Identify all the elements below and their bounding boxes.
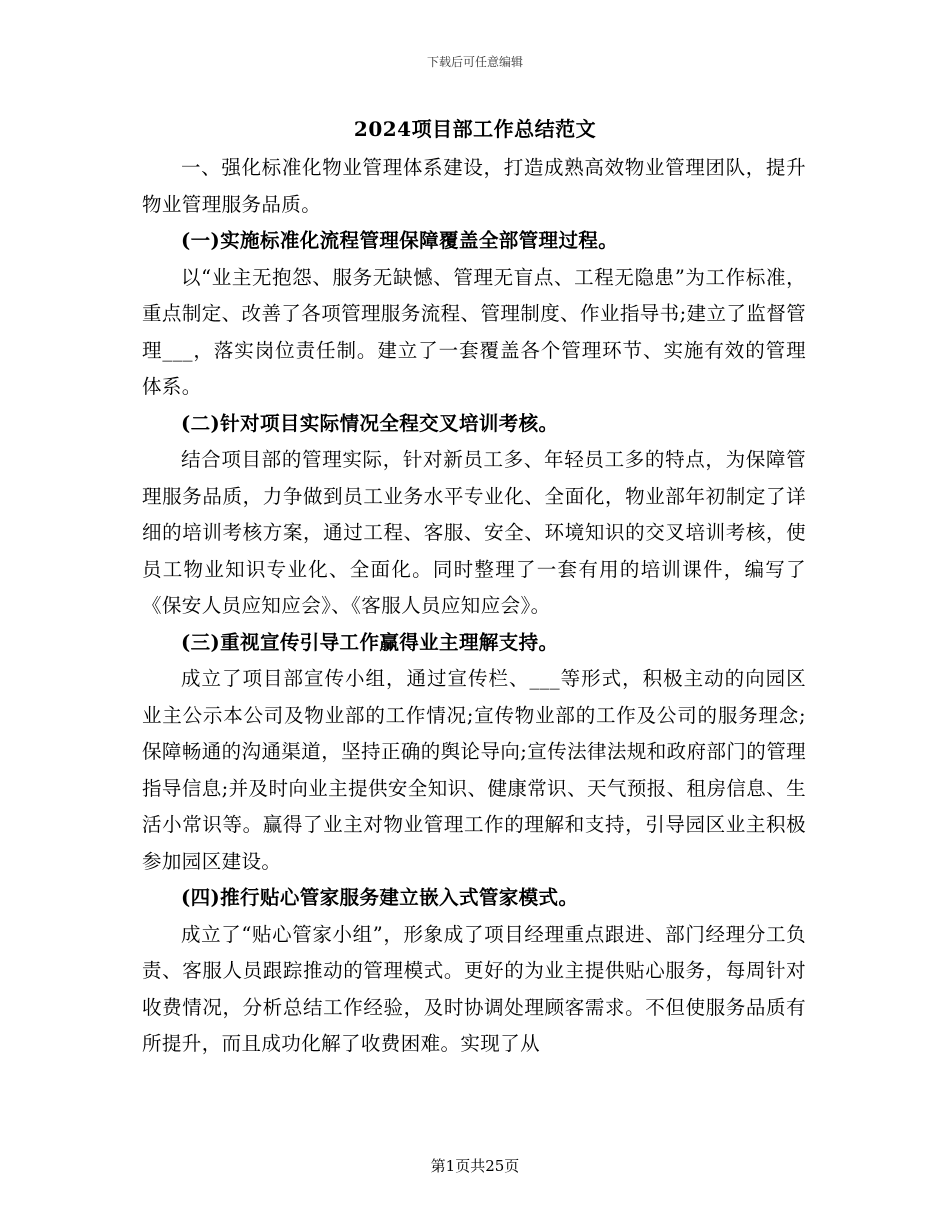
paragraph: 成立了项目部宣传小组，通过宣传栏、___等形式，积极主动的向园区业主公示本公司及物业部的工作情况;宣传物业部的工作及公司的服务理念;保障畅通的沟通渠道，坚持正确的舆论导向;宣传法律法规和政府部门的管理指导信息;并及时向业主提供安全知识、健康常识、天气预报、租房信息、生活小常识等。赢得了业主对物业管理工作的理解和支持，引导园区业主积极参加园区建设。	[142, 667, 806, 873]
paragraph: 结合项目部的管理实际，针对新员工多、年轻员工多的特点，为保障管理服务品质，力争做到员工业务水平专业化、全面化，物业部年初制定了详细的培训考核方案，通过工程、客服、安全、环境知识的交叉培训考核，使员工物业知识专业化、全面化。同时整理了一套有用的培训课件，编写了《保安人员应知应会》、《客服人员应知应会》。	[142, 448, 806, 617]
subheading-2: (二)针对项目实际情况全程交叉培训考核。	[181, 411, 559, 435]
subheading-4: (四)推行贴心管家服务建立嵌入式管家模式。	[181, 886, 579, 909]
paragraph: 成立了“贴心管家小组”，形象成了项目经理重点跟进、部门经理分工负责、客服人员跟踪推动的管理模式。更好的为业主提供贴心服务，每周针对收费情况，分析总结工作经验，及时协调处理顾客需求。不但使服务品质有所提升，而且成功化解了收费困难。实现了从	[142, 922, 806, 1055]
paragraph: 以“业主无抱怨、服务无缺憾、管理无盲点、工程无隐患”为工作标准，重点制定、改善了各项管理服务流程、管理制度、作业指导书;建立了监督管理___，落实岗位责任制。建立了一套覆盖各个管理环节、实施有效的管理体系。	[142, 265, 806, 398]
subheading-1: (一)实施标准化流程管理保障覆盖全部管理过程。	[181, 229, 619, 252]
subheading-3: (三)重视宣传引导工作赢得业主理解支持。	[181, 630, 559, 654]
header-note: 下载后可任意编辑	[426, 55, 523, 69]
document-body	[142, 150, 806, 1063]
page-number: 第1页共25页	[430, 1157, 520, 1175]
page-title: 2024项目部工作总结范文	[353, 117, 597, 141]
paragraph-section-1: 一、强化标准化物业管理体系建设，打造成熟高效物业管理团队，提升物业管理服务品质。	[142, 156, 806, 216]
